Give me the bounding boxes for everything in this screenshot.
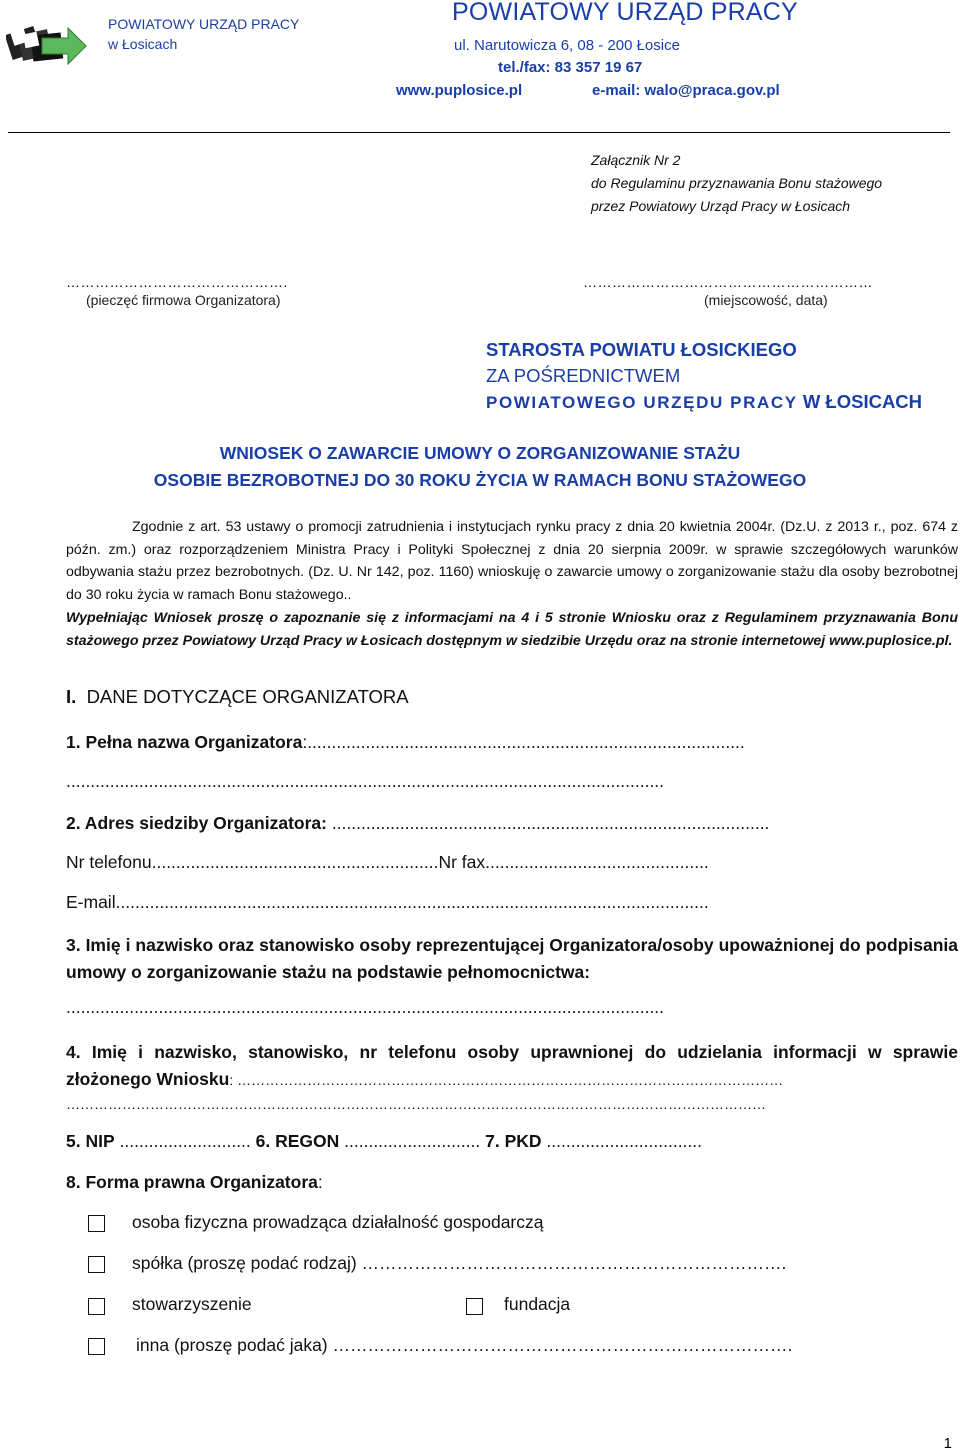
place-date-label: (miejscowość, data) xyxy=(704,292,828,308)
field-contact-person xyxy=(66,1039,958,1094)
addressee-line3a: POWIATOWEGO URZĘDU PRACY xyxy=(486,393,798,412)
intro-notice-link[interactable]: www.puplosice.pl xyxy=(829,632,949,649)
field-org-name-cont[interactable]: ........................................................................................................................... xyxy=(66,771,665,791)
intro-notice: Wypełniając Wniosek proszę o zapoznanie się z informacjami na 4 i 5 stronie Wniosku oraz z Regulaminem przyznawania Bonu stażowego przez Powiatowy Urząd Pracy w Łosicach dostępnym w siedzibie Urzędu oraz na stronie internetowej xyxy=(66,609,958,649)
checkbox-association-label: stowarzyszenie xyxy=(132,1294,252,1314)
field-legal-form-colon: : xyxy=(317,1172,323,1192)
logo xyxy=(6,20,88,70)
logo-graphic xyxy=(6,20,88,70)
place-date-dots: …………………………………………………… xyxy=(583,274,873,290)
field-org-address[interactable] xyxy=(66,813,769,834)
form-title-line1: WNIOSEK O ZAWARCIE UMOWY O ZORGANIZOWANIE STAŻU xyxy=(219,443,741,463)
intro-text: Zgodnie z art. 53 ustawy o promocji zatrudnienia i instytucjach rynku pracy z dnia 20 kwietnia 2004r. (Dz.U. z 2013 r., poz. 674 z późn. zm.) oraz rozporządzeniem Ministra Pracy i Polityki Społecznej z dnia 20 sierpnia 2009r. w sprawie szczegółowych warunków odbywania stażu przez bezrobotnych. (Dz. U. Nr 142, poz. 1160) wnioskuję o zawarcie umowy o zorganizowanie stażu dla osoby bezrobotnej do 30 roku życia w ramach Bonu stażowego.. xyxy=(66,519,958,604)
stamp-dots: ………………………………………. xyxy=(66,274,288,290)
field-email[interactable]: E-mail.......................................................................................................................... xyxy=(66,892,709,912)
office-title: POWIATOWY URZĄD PRACY xyxy=(452,0,798,26)
header-divider xyxy=(8,132,950,133)
office-address: ul. Narutowicza 6, 08 - 200 Łosice xyxy=(454,37,680,54)
office-name-line2: w Łosicach xyxy=(108,36,178,52)
attachment-note xyxy=(591,149,882,218)
field-legal-form-label: 8. Forma prawna Organizatora xyxy=(66,1172,318,1192)
addressee-line1: STAROSTA POWIATU ŁOSICKIEGO xyxy=(486,339,797,360)
office-name-line1: POWIATOWY URZĄD PRACY xyxy=(108,16,300,32)
field-contact-person-dots2[interactable]: …………………………………………………………………………………………………………………………………… xyxy=(66,1096,766,1112)
field-org-address-dots: .......................................................................................... xyxy=(326,813,770,833)
pkd-label: 7. PKD xyxy=(485,1131,542,1151)
checkbox-other-label: inna (proszę podać jaka) ……………………………………………………………………. xyxy=(136,1335,793,1355)
checkbox-sole-trader[interactable] xyxy=(88,1215,105,1232)
nip-label: 5. NIP xyxy=(66,1131,115,1151)
checkbox-association[interactable] xyxy=(88,1298,105,1315)
form-title xyxy=(0,440,960,494)
page-number: 1 xyxy=(943,1435,952,1452)
addressee-line3 xyxy=(486,389,922,416)
field-phone-fax[interactable]: Nr telefonu...........................................................Nr fax.............................................. xyxy=(66,852,709,872)
addressee xyxy=(486,337,922,416)
checkbox-sole-trader-label: osoba fizyczna prowadząca działalność gospodarczą xyxy=(132,1212,544,1232)
office-phone: tel./fax: 83 357 19 67 xyxy=(498,59,643,76)
field-org-name-dots: :.......................................................................................... xyxy=(302,732,745,752)
checkbox-other[interactable] xyxy=(88,1338,105,1355)
addressee-line3b: W ŁOSICACH xyxy=(802,391,923,412)
section-heading xyxy=(66,686,409,708)
office-name-small xyxy=(108,14,299,54)
field-org-name-label: 1. Pełna nazwa Organizatora xyxy=(66,732,303,752)
section-number: I. xyxy=(66,686,77,707)
field-contact-person-dots[interactable]: : ……………………………………………………………………………………………………… xyxy=(229,1072,784,1088)
checkbox-company[interactable] xyxy=(88,1256,105,1273)
checkbox-foundation[interactable] xyxy=(466,1298,483,1315)
section-title: DANE DOTYCZĄCE ORGANIZATORA xyxy=(86,686,409,707)
form-title-line2: OSOBIE BEZROBOTNEJ DO 30 ROKU ŻYCIA W RAMACH BONU STAŻOWEGO xyxy=(153,470,807,490)
pkd-dots[interactable]: ................................ xyxy=(541,1131,703,1151)
field-representative-label: 3. Imię i nazwisko oraz stanowisko osoby reprezentującej Organizatora/osoby upoważnionej do podpisania umowy o zorganizowanie stażu na podstawie pełnomocnictwa: xyxy=(66,935,958,982)
nip-dots[interactable]: ........................... xyxy=(114,1131,256,1151)
field-ids[interactable] xyxy=(66,1131,702,1152)
stamp-label: (pieczęć firmowa Organizatora) xyxy=(86,292,281,308)
field-contact-person-label: 4. Imię i nazwisko, stanowisko, nr telefonu osoby uprawnionej do udzielania informacji w sprawie złożonego Wniosku xyxy=(66,1042,958,1089)
field-legal-form xyxy=(66,1172,323,1193)
field-org-name[interactable] xyxy=(66,732,745,753)
attachment-line2: do Regulaminu przyznawania Bonu stażowego xyxy=(591,175,883,191)
field-representative-dots[interactable]: ........................................................................................................................... xyxy=(66,997,665,1017)
intro-paragraph xyxy=(66,516,958,652)
addressee-line2: ZA POŚREDNICTWEM xyxy=(486,365,681,386)
office-email[interactable]: e-mail: walo@praca.gov.pl xyxy=(592,82,780,99)
attachment-line3: przez Powiatowy Urząd Pracy w Łosicach xyxy=(591,198,851,214)
checkbox-foundation-label: fundacja xyxy=(504,1294,571,1314)
regon-dots[interactable]: ............................ xyxy=(339,1131,486,1151)
regon-label: 6. REGON xyxy=(255,1131,340,1151)
field-org-address-label: 2. Adres siedziby Organizatora: xyxy=(66,813,327,833)
office-website[interactable]: www.puplosice.pl xyxy=(396,82,523,99)
checkbox-company-label: spółka (proszę podać rodzaj) ………………………………………………………………. xyxy=(132,1253,787,1273)
attachment-line1: Załącznik Nr 2 xyxy=(591,152,681,168)
intro-notice-end: . xyxy=(948,632,953,649)
